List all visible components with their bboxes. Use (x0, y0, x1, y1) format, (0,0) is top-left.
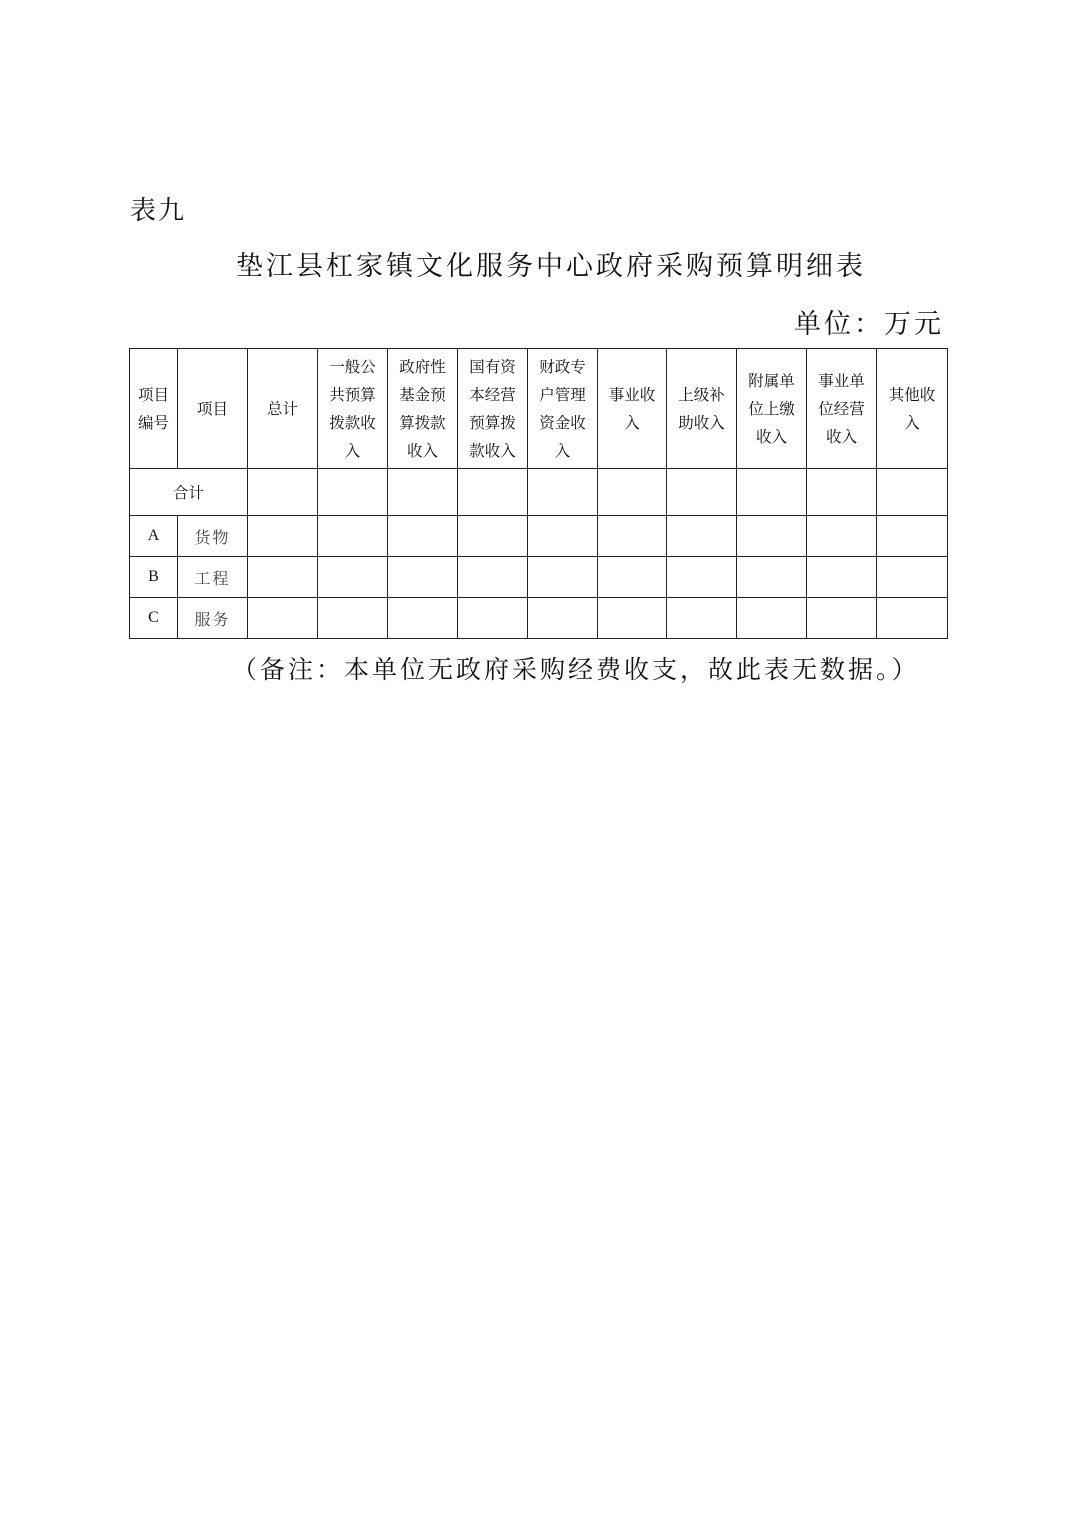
procurement-budget-table (129, 348, 948, 639)
table-cell (388, 557, 458, 598)
table-cell (318, 557, 388, 598)
item-code: A (130, 516, 178, 557)
table-cell (528, 557, 598, 598)
table-cell (807, 557, 877, 598)
table-cell (248, 598, 318, 639)
table-cell (737, 516, 807, 557)
header-cell-gov-fund: 政府性 基金预 算拨款 收入 (388, 349, 458, 469)
table-row (130, 598, 948, 639)
table-cell (528, 516, 598, 557)
table-row (130, 516, 948, 557)
table-cell (458, 516, 528, 557)
table-cell (528, 469, 598, 516)
table-cell (248, 557, 318, 598)
table-cell (807, 469, 877, 516)
table-cell (528, 598, 598, 639)
table-cell (388, 469, 458, 516)
table-cell (737, 557, 807, 598)
header-cell-total: 总计 (248, 349, 318, 469)
header-cell-affiliated-remittance: 附属单 位上缴 收入 (737, 349, 807, 469)
table-cell (458, 598, 528, 639)
header-cell-special-account: 财政专 户管理 资金收 入 (528, 349, 598, 469)
header-cell-business-income: 事业收 入 (598, 349, 667, 469)
table-cell (248, 516, 318, 557)
document-title: 垫江县杠家镇文化服务中心政府采购预算明细表 (236, 251, 866, 282)
table-cell (807, 598, 877, 639)
table-row (130, 557, 948, 598)
table-cell (877, 598, 948, 639)
total-row (130, 469, 948, 516)
table-cell (807, 516, 877, 557)
header-cell-general-budget: 一般公 共预算 拨款收 入 (318, 349, 388, 469)
item-code: B (130, 557, 178, 598)
item-name: 工程 (178, 557, 248, 598)
table-cell (667, 469, 737, 516)
footnote: （备注：本单位无政府采购经费收支，故此表无数据。） (232, 655, 920, 684)
table-cell (598, 598, 667, 639)
table-cell (458, 469, 528, 516)
table-cell (737, 469, 807, 516)
table-cell (388, 516, 458, 557)
header-cell-item-code: 项目 编号 (130, 349, 178, 469)
table-cell (737, 598, 807, 639)
table-cell (877, 469, 948, 516)
header-cell-operating-income: 事业单 位经营 收入 (807, 349, 877, 469)
total-label: 合计 (130, 469, 248, 516)
table-cell (877, 557, 948, 598)
header-cell-item: 项目 (178, 349, 248, 469)
header-cell-superior-subsidy: 上级补 助收入 (667, 349, 737, 469)
table-cell (318, 598, 388, 639)
table-cell (318, 516, 388, 557)
table-cell (248, 469, 318, 516)
item-name: 货物 (178, 516, 248, 557)
table-cell (877, 516, 948, 557)
header-row (130, 349, 948, 469)
table-number-label: 表九 (130, 196, 187, 226)
unit-label: 单位：万元 (794, 309, 944, 340)
header-cell-state-capital: 国有资 本经营 预算拨 款收入 (458, 349, 528, 469)
table-cell (598, 557, 667, 598)
table-cell (667, 516, 737, 557)
table-cell (598, 516, 667, 557)
table-cell (318, 469, 388, 516)
header-cell-other-income: 其他收 入 (877, 349, 948, 469)
table-cell (667, 598, 737, 639)
table-cell (388, 598, 458, 639)
table-cell (598, 469, 667, 516)
table-cell (667, 557, 737, 598)
item-name: 服务 (178, 598, 248, 639)
item-code: C (130, 598, 178, 639)
table-cell (458, 557, 528, 598)
